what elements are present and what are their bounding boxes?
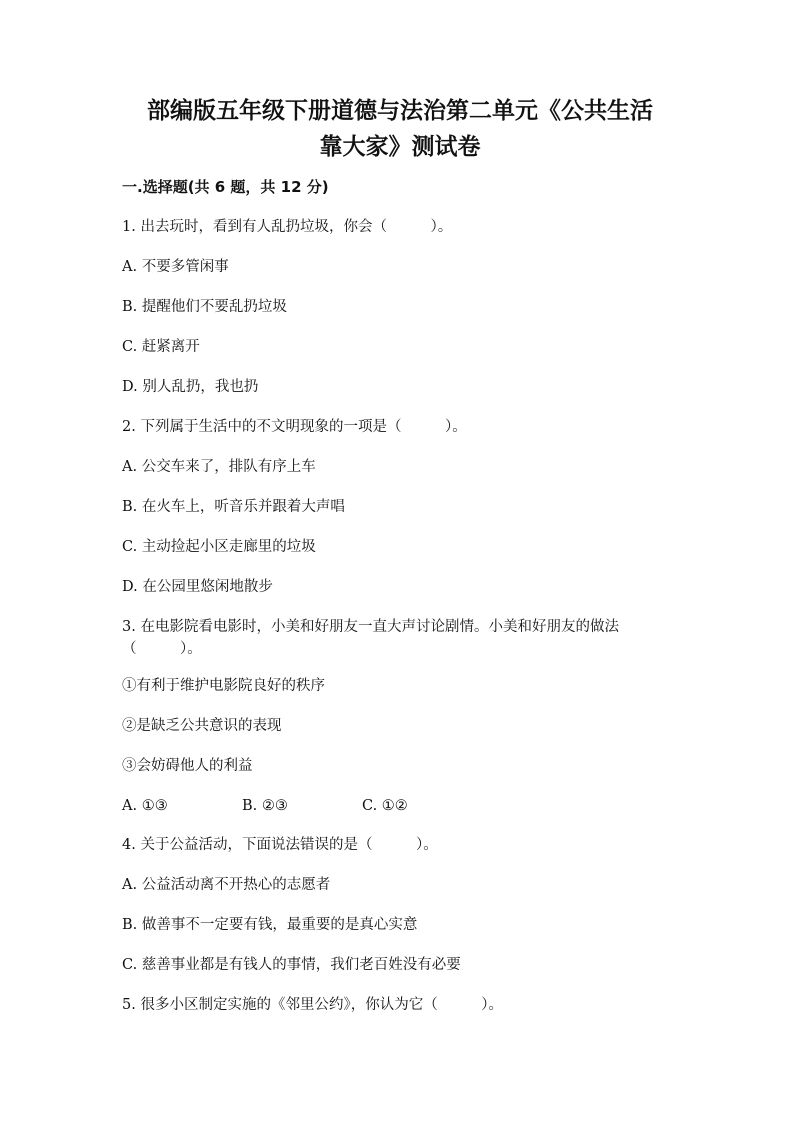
question-4-option-b: B. 做善事不一定要有钱，最重要的是真心实意	[122, 917, 418, 933]
question-2-option-a: A. 公交车来了，排队有序上车	[122, 459, 316, 475]
question-4-stem: 4. 关于公益活动，下面说法错误的是（ ）。	[122, 837, 438, 853]
question-1-stem: 1. 出去玩时，看到有人乱扔垃圾，你会（ ）。	[122, 219, 453, 235]
question-1-option-c: C. 赶紧离开	[122, 339, 200, 355]
question-5-stem: 5. 很多小区制定实施的《邻里公约》，你认为它（ ）。	[122, 997, 503, 1013]
question-3-statement-3: ③会妨碍他人的利益	[122, 758, 253, 774]
question-3-option-c: C. ①②	[362, 798, 408, 814]
document-title-line-1: 部编版五年级下册道德与法治第二单元《公共生活	[147, 98, 653, 124]
question-1-option-d: D. 别人乱扔，我也扔	[122, 379, 259, 395]
question-2-stem: 2. 下列属于生活中的不文明现象的一项是（ ）。	[122, 419, 467, 435]
question-1-option-b: B. 提醒他们不要乱扔垃圾	[122, 299, 287, 315]
question-2-option-c: C. 主动捡起小区走廊里的垃圾	[122, 539, 316, 555]
question-3-option-a: A. ①③	[122, 798, 168, 814]
question-4-option-c: C. 慈善事业都是有钱人的事情，我们老百姓没有必要	[122, 957, 461, 973]
question-2-option-b: B. 在火车上，听音乐并跟着大声唱	[122, 499, 345, 515]
question-3-statement-2: ②是缺乏公共意识的表现	[122, 718, 282, 734]
document-title-line-2: 靠大家》测试卷	[319, 134, 481, 160]
question-4-option-a: A. 公益活动离不开热心的志愿者	[122, 877, 331, 893]
question-3-stem-line-2: （ ）。	[122, 641, 202, 657]
question-1-option-a: A. 不要多管闲事	[122, 259, 229, 275]
section-heading: 一.选择题(共 6 题，共 12 分)	[122, 178, 329, 196]
question-2-option-d: D. 在公园里悠闲地散步	[122, 579, 273, 595]
question-3-stem-line-1: 3. 在电影院看电影时，小美和好朋友一直大声讨论剧情。小美和好朋友的做法	[122, 619, 619, 635]
question-3-option-b: B. ②③	[242, 798, 288, 814]
question-3-statement-1: ①有利于维护电影院良好的秩序	[122, 678, 325, 694]
